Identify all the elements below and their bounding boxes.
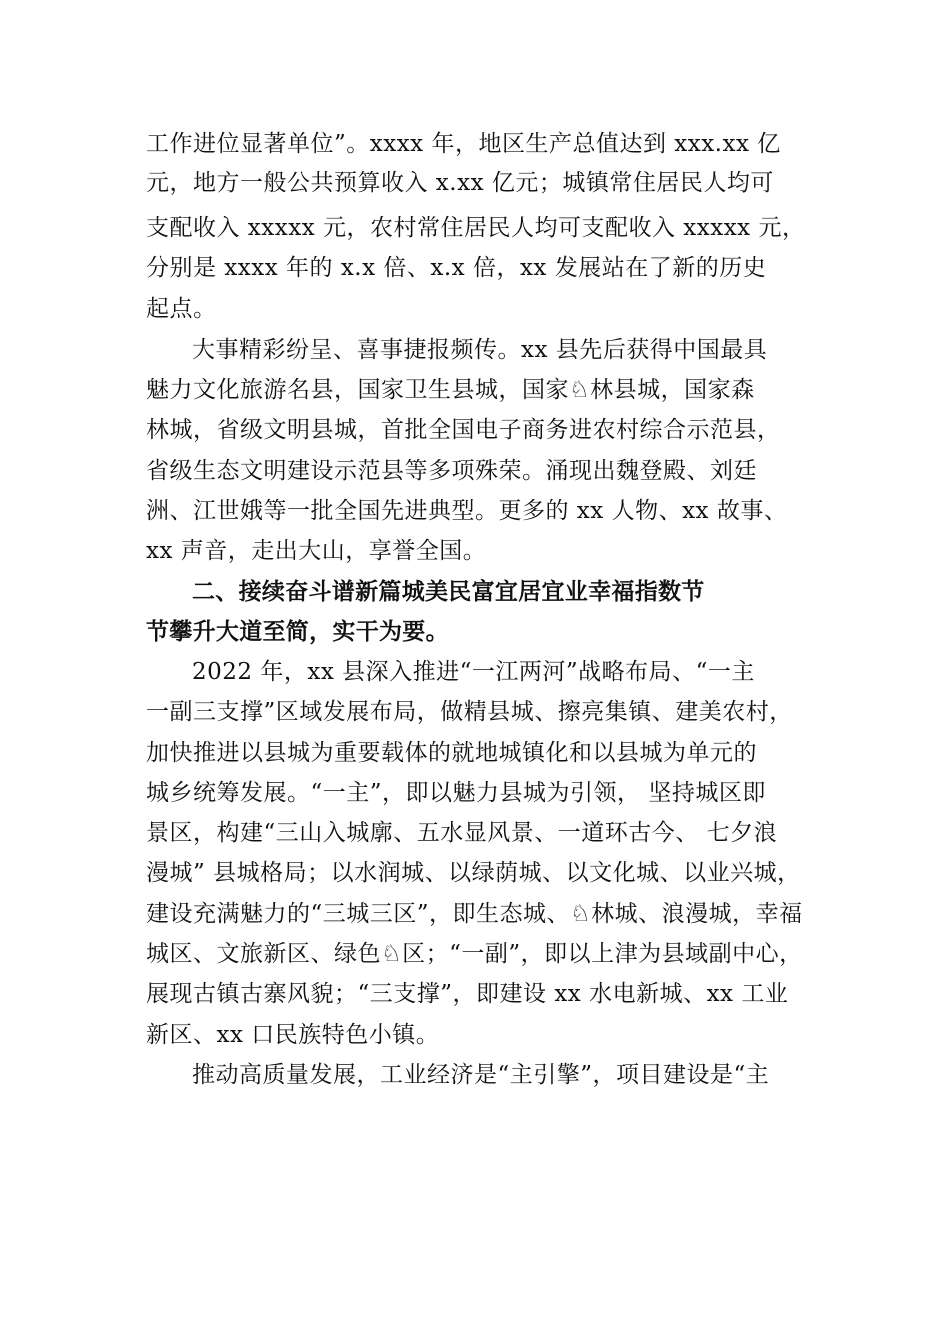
text-line-4: 分别是 xxxx 年的 x.x 倍、x.x 倍，xx 发展站在了新的历史 [146, 255, 767, 281]
text-line-11: xx 声音，走出大山，享誉全国。 [146, 538, 487, 564]
text-line-17: 漫城” 县城格局；以水润城、以绿荫城、以文化城、以业兴城， [146, 860, 801, 886]
text-line-13: 一副三支撑”区域发展布局，做精县城、擦亮集镇、建美农村， [146, 699, 793, 725]
text-line-5: 起点。 [146, 296, 217, 322]
text-line-9: 省级生态文明建设示范县等多项殊荣。涌现出魏登殿、刘廷 [146, 458, 757, 484]
text-line-15: 城乡统筹发展。“一主”，即以魅力县城为引领， 坚持城区即 [146, 780, 766, 806]
text-line-12: 2022 年，xx 县深入推进“一江两河”战略布局、“一主 [192, 659, 755, 685]
text-line-10: 洲、江世娥等一批全国先进典型。更多的 xx 人物、xx 故事、 [146, 498, 788, 524]
text-line-8: 林城，省级文明县城，首批全国电子商务进农村综合示范县， [146, 417, 781, 443]
text-line-20: 展现古镇古寨风貌；“三支撑”，即建设 xx 水电新城、xx 工业 [146, 981, 789, 1007]
text-line-21: 新区、xx 口民族特色小镇。 [146, 1022, 440, 1048]
text-line-22: 推动高质量发展，工业经济是“主引擎”，项目建设是“主 [192, 1062, 770, 1088]
text-line-2: 元，地方一般公共预算收入 x.xx 亿元；城镇常住居民人均可 [146, 170, 774, 196]
text-line-7: 魅力文化旅游名县，国家卫生县城，国家♘林县城，国家森 [146, 377, 755, 403]
text-line-6: 大事精彩纷呈、喜事捷报频传。xx 县先后获得中国最具 [192, 337, 768, 363]
text-line-18: 建设充满魅力的“三城三区”，即生态城、♘林城、浪漫城，幸福 [146, 901, 803, 927]
text-line-16: 景区，构建“三山入城廓、五水显风景、一道环古今、 七夕浪 [146, 820, 778, 846]
text-line-1: 工作进位显著单位”。xxxx 年，地区生产总值达到 xxx.xx 亿 [146, 131, 781, 157]
text-line-14: 加快推进以县城为重要载体的就地城镇化和以县城为单元的 [146, 740, 757, 766]
text-line-19: 城区、文旅新区、绿色♘区；“一副”，即以上津为县域副中心， [146, 941, 803, 967]
section-heading-line-2: 节攀升大道至简，实干为要。 [146, 619, 449, 645]
section-heading-line-1: 二、接续奋斗谱新篇城美民富宜居宜业幸福指数节 [192, 579, 705, 605]
text-line-3: 支配收入 xxxxx 元，农村常住居民人均可支配收入 xxxxx 元， [146, 215, 806, 241]
